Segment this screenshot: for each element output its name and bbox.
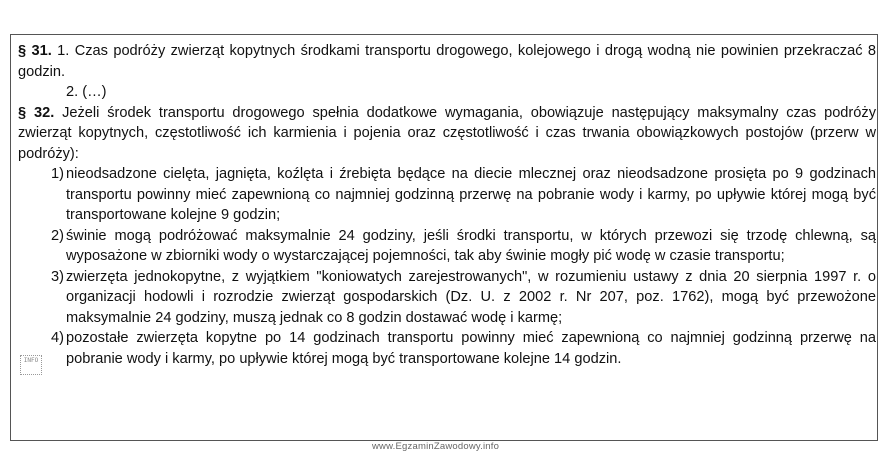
info-icon xyxy=(20,355,42,375)
list-item-4 xyxy=(18,328,876,369)
list-item-number: 2) xyxy=(51,227,64,244)
list-item-1 xyxy=(18,164,876,226)
document-content xyxy=(18,41,876,369)
paragraph-31-label: § 31. xyxy=(18,43,52,59)
paragraph-32 xyxy=(18,103,876,165)
list-item-text: świnie mogą podróżować maksymalnie 24 godziny, jeśli środki transportu, w których przewozi się trzodę chlewną, są wyposażone w zbiorniki wody o wystarczającej pojemności, tak aby świnie mogły pić wodę w czasie transportu; xyxy=(66,227,876,264)
paragraph-31-sub: 2. (…) xyxy=(66,84,107,100)
paragraph-31 xyxy=(18,41,876,82)
paragraph-31-text: 1. Czas podróży zwierząt kopytnych środkami transportu drogowego, kolejowego i drogą wodną nie powinien przekraczać 8 godzin. xyxy=(18,43,876,80)
info-icon-label: INFO xyxy=(23,357,39,364)
paragraph-32-text: Jeżeli środek transportu drogowego spełnia dodatkowe wymagania, obowiązuje następujący maksymalny czas podróży zwierząt kopytnych, częstotliwość ich karmienia i pojenia oraz częstotliwość i czas trwania obowiązkowych postojów (przerw w podróży): xyxy=(18,104,876,162)
paragraph-32-label: § 32. xyxy=(18,104,55,121)
list-item-3 xyxy=(18,267,876,329)
list-item-number: 1) xyxy=(51,166,64,182)
list-item-text: zwierzęta jednokopytne, z wyjątkiem "koniowatych zarejestrowanych", w rozumieniu ustawy z dnia 20 sierpnia 1997 r. o organizacji hodowli i rozrodzie zwierząt gospodarskich (Dz. U. z 2002 r. Nr 207, poz. 1762), mogą być przewożone maksymalnie 24 godziny, muszą jednak co 8 godzin dostawać wodę i karmę; xyxy=(66,268,876,326)
list-item-text: nieodsadzone cielęta, jagnięta, koźlęta i źrebięta będące na diecie mlecznej oraz nieodsadzone prosięta po 9 godzinach transportu powinny mieć zapewnioną co najmniej godzinną przerwę na pobranie wody i karmy, po upływie której mogą być transportowane kolejne 9 godzin; xyxy=(66,166,876,223)
list-item-text: pozostałe zwierzęta kopytne po 14 godzinach transportu powinny mieć zapewnioną co najmniej godzinną przerwę na pobranie wody i karmy, po upływie której mogą być transportowane kolejne 14 godzin. xyxy=(66,330,876,367)
watermark-text: www.EgzaminZawodowy.info xyxy=(372,441,500,452)
list-item-number: 3) xyxy=(51,268,64,285)
list-item-2 xyxy=(18,226,876,267)
list-item-number: 4) xyxy=(51,330,64,346)
